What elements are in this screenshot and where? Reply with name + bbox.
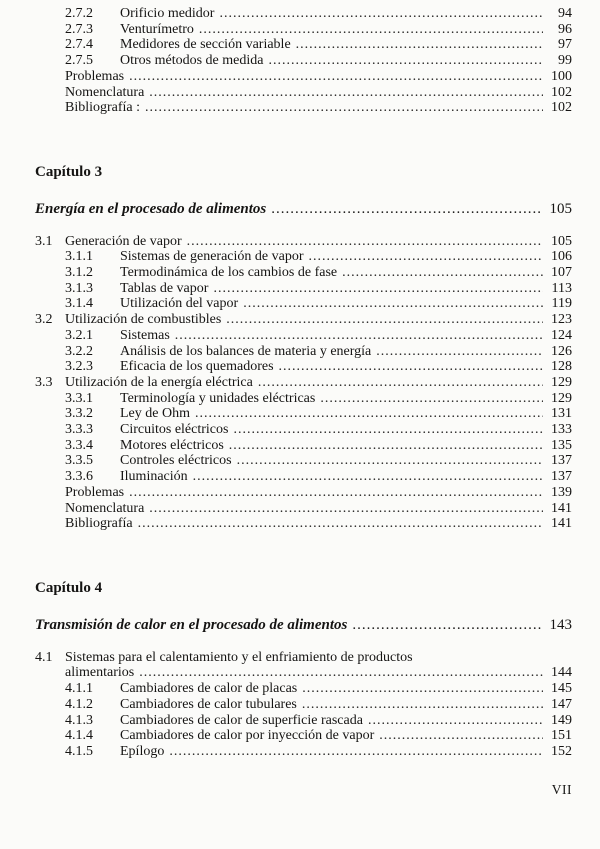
toc-entry [35, 344, 572, 360]
entry-title: Circuitos eléctricos [120, 422, 229, 438]
entry-page-number: 99 [558, 53, 572, 69]
entry-number: 3.1.4 [65, 296, 93, 312]
dot-leader [149, 85, 543, 101]
entry-number: 2.7.3 [65, 21, 93, 37]
entry-page-number: 128 [551, 359, 572, 375]
dot-leader [129, 69, 543, 85]
entry-page-number: 105 [549, 200, 572, 217]
entry-number: 3.2.2 [65, 343, 93, 359]
toc-entry [35, 22, 572, 38]
chapter-title-text: Transmisión de calor en el procesado de alimentos [35, 616, 348, 633]
entry-number: 2.7.4 [65, 37, 93, 53]
entry-number: 3.3.2 [65, 406, 93, 422]
toc-entry [35, 391, 572, 407]
toc-entry [35, 713, 572, 729]
entry-title: Cambiadores de calor tubulares [120, 696, 297, 712]
entry-page-number: 143 [549, 616, 572, 633]
entry-number: 2.7.5 [65, 53, 93, 69]
entry-number: 4.1.5 [65, 743, 93, 759]
toc [35, 6, 572, 760]
entry-title: Utilización de la energía eléctrica [65, 374, 253, 390]
toc-entries [35, 6, 572, 116]
entry-page-number: 147 [551, 696, 572, 712]
entry-page-number: 97 [558, 37, 572, 53]
toc-entry [35, 406, 572, 422]
toc-entry [35, 697, 572, 713]
entry-number: 3.2 [35, 312, 53, 328]
toc-entry [35, 328, 572, 344]
entry-title: Motores eléctricos [120, 437, 224, 453]
entry-page-number: 107 [551, 265, 572, 281]
toc-entries [35, 650, 572, 760]
entry-title: Venturímetro [120, 21, 194, 37]
dot-leader [302, 697, 543, 713]
dot-leader [271, 202, 543, 218]
entry-page-number: 119 [551, 296, 572, 312]
dot-leader [237, 453, 543, 469]
toc-entry [35, 69, 572, 85]
entry-title: Terminología y unidades eléctricas [120, 390, 316, 406]
toc-entry [35, 37, 572, 53]
entry-title: Sistemas [120, 327, 170, 343]
entry-page-number: 152 [551, 743, 572, 759]
dot-leader [226, 312, 543, 328]
dot-leader [243, 296, 543, 312]
dot-leader [193, 469, 543, 485]
folio-page-number: VII [551, 782, 572, 797]
dot-leader [233, 422, 543, 438]
toc-entry [35, 6, 572, 22]
entry-title: Bibliografía : [65, 100, 141, 116]
entry-title: Sistemas para el calentamiento y el enfriamiento de productos [65, 649, 413, 665]
entry-title: Nomenclatura [65, 500, 145, 516]
entry-title: Problemas [65, 68, 125, 84]
entry-number: 3.3.3 [65, 422, 93, 438]
toc-entry [35, 53, 572, 69]
dot-leader [268, 53, 543, 69]
toc-entry [35, 265, 572, 281]
toc-entry [35, 234, 572, 250]
entry-page-number: 141 [551, 500, 572, 516]
entry-number: 3.1.3 [65, 280, 93, 296]
entry-number: 4.1.2 [65, 696, 93, 712]
dot-leader [138, 516, 543, 532]
toc-entry [35, 359, 572, 375]
dot-leader [213, 281, 543, 297]
entry-number: 4.1.4 [65, 728, 93, 744]
dot-leader [279, 359, 543, 375]
chapter-title-text: Energía en el procesado de alimentos [35, 200, 267, 217]
entry-title: Bibliografía [65, 516, 133, 532]
entry-title: Cambiadores de calor de superficie rascada [120, 712, 363, 728]
entry-page-number: 124 [551, 327, 572, 343]
toc-entry [35, 100, 572, 116]
toc-entry [35, 85, 572, 101]
toc-entry [35, 728, 572, 744]
entry-number: 3.2.3 [65, 359, 93, 375]
entry-number: 2.7.2 [65, 6, 93, 21]
dot-leader [352, 618, 543, 634]
dot-leader [376, 344, 543, 360]
entry-title: Cambiadores de calor por inyección de vapor [120, 728, 375, 744]
entry-number: 3.2.1 [65, 327, 93, 343]
entry-title: Problemas [65, 484, 125, 500]
entry-title: Medidores de sección variable [120, 37, 291, 53]
entry-title: Iluminación [120, 469, 188, 485]
toc-entry [35, 744, 572, 760]
dot-leader [368, 713, 543, 729]
dot-leader [199, 22, 543, 38]
dot-leader [195, 406, 543, 422]
dot-leader [342, 265, 543, 281]
entry-number: 3.1.2 [65, 265, 93, 281]
entry-page-number: 139 [551, 484, 572, 500]
entry-title: Análisis de los balances de materia y energía [120, 343, 372, 359]
entry-page-number: 131 [551, 406, 572, 422]
dot-leader [320, 391, 543, 407]
entry-title: Utilización de combustibles [65, 312, 222, 328]
dot-leader [296, 37, 543, 53]
entry-title: Otros métodos de medida [120, 53, 264, 69]
entry-title: Sistemas de generación de vapor [120, 249, 304, 265]
entry-title: Eficacia de los quemadores [120, 359, 274, 375]
dot-leader [129, 485, 543, 501]
entry-number: 3.1.1 [65, 249, 93, 265]
entry-number: 3.1 [35, 233, 53, 249]
entry-title: Ley de Ohm [120, 406, 190, 422]
entry-page-number: 106 [551, 249, 572, 265]
entry-page-number: 144 [551, 665, 572, 681]
dot-leader [175, 328, 543, 344]
dot-leader [149, 501, 543, 517]
entry-page-number: 129 [551, 390, 572, 406]
toc-entry [35, 453, 572, 469]
entry-number: 3.3.1 [65, 390, 93, 406]
entry-title: alimentarios [65, 665, 135, 681]
entry-page-number: 126 [551, 343, 572, 359]
chapter-heading: Capítulo 4 [35, 579, 103, 596]
toc-entry [35, 485, 572, 501]
dot-leader [379, 728, 543, 744]
entry-number: 4.1.3 [65, 712, 93, 728]
entry-title: Epílogo [120, 743, 165, 759]
entry-page-number: 129 [551, 374, 572, 390]
dot-leader [187, 234, 543, 250]
dot-leader [169, 744, 543, 760]
dot-leader [229, 438, 543, 454]
toc-entry-continuation [35, 665, 572, 681]
chapter-title-row [35, 618, 572, 634]
entry-page-number: 137 [551, 469, 572, 485]
entry-title: Termodinámica de los cambios de fase [120, 265, 338, 281]
toc-entry [35, 375, 572, 391]
entry-page-number: 137 [551, 453, 572, 469]
entry-page-number: 102 [551, 84, 572, 100]
toc-entry [35, 281, 572, 297]
dot-leader [145, 100, 543, 116]
entry-number: 3.3.6 [65, 469, 93, 485]
toc-entry [35, 516, 572, 532]
toc-entry [35, 501, 572, 517]
toc-entry [35, 249, 572, 265]
entry-page-number: 105 [551, 233, 572, 249]
entry-number: 3.3.4 [65, 437, 93, 453]
dot-leader [302, 681, 543, 697]
chapter-heading: Capítulo 3 [35, 163, 103, 180]
entry-page-number: 100 [551, 68, 572, 84]
entry-title: Utilización del vapor [120, 296, 239, 312]
entry-page-number: 149 [551, 712, 572, 728]
entry-title: Tablas de vapor [120, 280, 209, 296]
entry-page-number: 102 [551, 100, 572, 116]
entry-title: Nomenclatura [65, 84, 145, 100]
entry-page-number: 145 [551, 681, 572, 697]
entry-page-number: 96 [558, 21, 572, 37]
dot-leader [219, 6, 543, 22]
entry-title: Controles eléctricos [120, 453, 232, 469]
entry-number: 4.1.1 [65, 681, 93, 697]
toc-entry [35, 681, 572, 697]
toc-entries [35, 234, 572, 532]
toc-entry [35, 650, 572, 666]
entry-page-number: 133 [551, 422, 572, 438]
dot-leader [139, 665, 543, 681]
toc-entry [35, 422, 572, 438]
toc-entry [35, 296, 572, 312]
entry-page-number: 123 [551, 312, 572, 328]
chapter-title-row [35, 202, 572, 218]
entry-page-number: 94 [558, 6, 572, 21]
toc-entry [35, 469, 572, 485]
entry-number: 3.3.5 [65, 453, 93, 469]
entry-page-number: 151 [551, 728, 572, 744]
entry-title: Orificio medidor [120, 6, 215, 21]
entry-page-number: 135 [551, 437, 572, 453]
entry-title: Generación de vapor [65, 233, 182, 249]
dot-leader [309, 249, 544, 265]
entry-page-number: 141 [551, 516, 572, 532]
entry-number: 4.1 [35, 649, 53, 665]
entry-number: 3.3 [35, 374, 53, 390]
dot-leader [258, 375, 543, 391]
entry-page-number: 113 [551, 280, 572, 296]
entry-title: Cambiadores de calor de placas [120, 681, 298, 697]
toc-entry [35, 438, 572, 454]
toc-entry [35, 312, 572, 328]
